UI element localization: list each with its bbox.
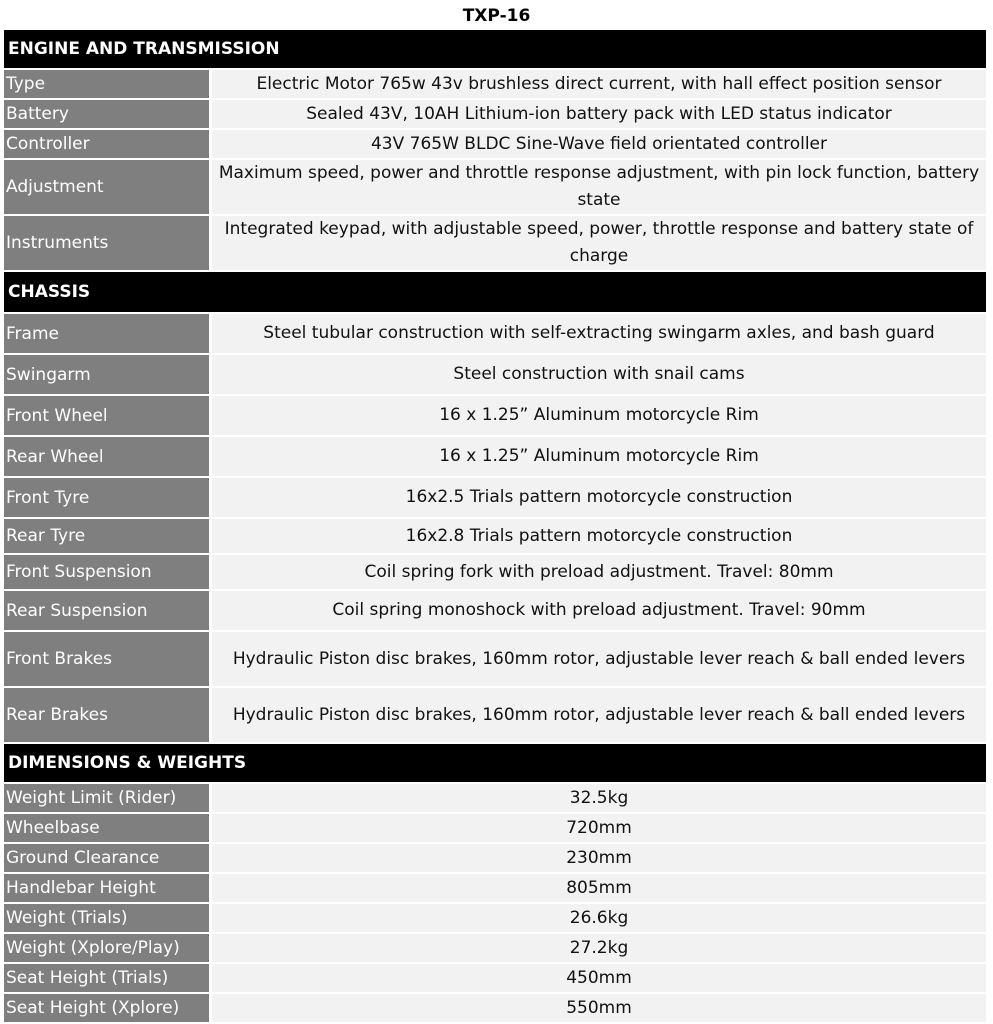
row-label: Front Wheel bbox=[4, 396, 212, 437]
row-label: Seat Height (Trials) bbox=[4, 964, 212, 994]
row-value: 805mm bbox=[212, 874, 986, 904]
row-label: Controller bbox=[4, 130, 212, 160]
section-header-dimensions: DIMENSIONS & WEIGHTS bbox=[4, 744, 986, 784]
row-value: 550mm bbox=[212, 994, 986, 1024]
table-row bbox=[4, 160, 986, 216]
table-row bbox=[4, 355, 986, 396]
row-label: Adjustment bbox=[4, 160, 212, 216]
row-label: Handlebar Height bbox=[4, 874, 212, 904]
table-row bbox=[4, 688, 986, 744]
table-row bbox=[4, 784, 986, 814]
section-header-engine: ENGINE AND TRANSMISSION bbox=[4, 30, 986, 70]
row-label: Ground Clearance bbox=[4, 844, 212, 874]
row-label: Rear Suspension bbox=[4, 591, 212, 632]
row-value: Coil spring fork with preload adjustment. Travel: 80mm bbox=[212, 555, 986, 591]
row-label: Frame bbox=[4, 314, 212, 355]
row-label: Wheelbase bbox=[4, 814, 212, 844]
row-value: 43V 765W BLDC Sine-Wave field orientated controller bbox=[212, 130, 986, 160]
table-row bbox=[4, 130, 986, 160]
page-title: TXP-16 bbox=[462, 6, 531, 26]
table-row bbox=[4, 632, 986, 688]
table-row bbox=[4, 934, 986, 964]
row-value: 26.6kg bbox=[212, 904, 986, 934]
row-label: Front Brakes bbox=[4, 632, 212, 688]
row-label: Front Suspension bbox=[4, 555, 212, 591]
row-value: Integrated keypad, with adjustable speed, power, throttle response and battery state of charge bbox=[212, 216, 986, 272]
table-row bbox=[4, 555, 986, 591]
table-row bbox=[4, 519, 986, 555]
table-row bbox=[4, 874, 986, 904]
table-row bbox=[4, 591, 986, 632]
table-row bbox=[4, 478, 986, 519]
row-label: Swingarm bbox=[4, 355, 212, 396]
row-value: 720mm bbox=[212, 814, 986, 844]
row-label: Type bbox=[4, 70, 212, 100]
table-row bbox=[4, 904, 986, 934]
row-label: Weight (Xplore/Play) bbox=[4, 934, 212, 964]
table-row bbox=[4, 100, 986, 130]
row-value: 32.5kg bbox=[212, 784, 986, 814]
row-value: Sealed 43V, 10AH Lithium-ion battery pack with LED status indicator bbox=[212, 100, 986, 130]
row-label: Seat Height (Xplore) bbox=[4, 994, 212, 1024]
row-value: 16x2.8 Trials pattern motorcycle construction bbox=[212, 519, 986, 555]
table-row bbox=[4, 844, 986, 874]
row-label: Battery bbox=[4, 100, 212, 130]
table-row bbox=[4, 994, 986, 1024]
row-value: Steel construction with snail cams bbox=[212, 355, 986, 396]
row-value: Coil spring monoshock with preload adjustment. Travel: 90mm bbox=[212, 591, 986, 632]
row-value: Maximum speed, power and throttle response adjustment, with pin lock function, battery state bbox=[212, 160, 986, 216]
spec-table bbox=[4, 30, 986, 1024]
table-row bbox=[4, 437, 986, 478]
table-row bbox=[4, 216, 986, 272]
table-row bbox=[4, 314, 986, 355]
row-value: Hydraulic Piston disc brakes, 160mm rotor, adjustable lever reach & ball ended levers bbox=[212, 632, 986, 688]
row-value: 27.2kg bbox=[212, 934, 986, 964]
row-label: Instruments bbox=[4, 216, 212, 272]
row-value: 230mm bbox=[212, 844, 986, 874]
row-value: Steel tubular construction with self-extracting swingarm axles, and bash guard bbox=[212, 314, 986, 355]
row-value: 16x2.5 Trials pattern motorcycle construction bbox=[212, 478, 986, 519]
table-row bbox=[4, 396, 986, 437]
row-label: Weight Limit (Rider) bbox=[4, 784, 212, 814]
row-label: Rear Tyre bbox=[4, 519, 212, 555]
row-label: Front Tyre bbox=[4, 478, 212, 519]
row-value: 16 x 1.25” Aluminum motorcycle Rim bbox=[212, 396, 986, 437]
row-value: Electric Motor 765w 43v brushless direct current, with hall effect position sensor bbox=[212, 70, 986, 100]
section-header-chassis: CHASSIS bbox=[4, 272, 986, 314]
row-value: 16 x 1.25” Aluminum motorcycle Rim bbox=[212, 437, 986, 478]
table-row bbox=[4, 964, 986, 994]
row-value: 450mm bbox=[212, 964, 986, 994]
table-row bbox=[4, 70, 986, 100]
row-label: Rear Brakes bbox=[4, 688, 212, 744]
table-row bbox=[4, 814, 986, 844]
row-label: Rear Wheel bbox=[4, 437, 212, 478]
row-value: Hydraulic Piston disc brakes, 160mm rotor, adjustable lever reach & ball ended levers bbox=[212, 688, 986, 744]
row-label: Weight (Trials) bbox=[4, 904, 212, 934]
